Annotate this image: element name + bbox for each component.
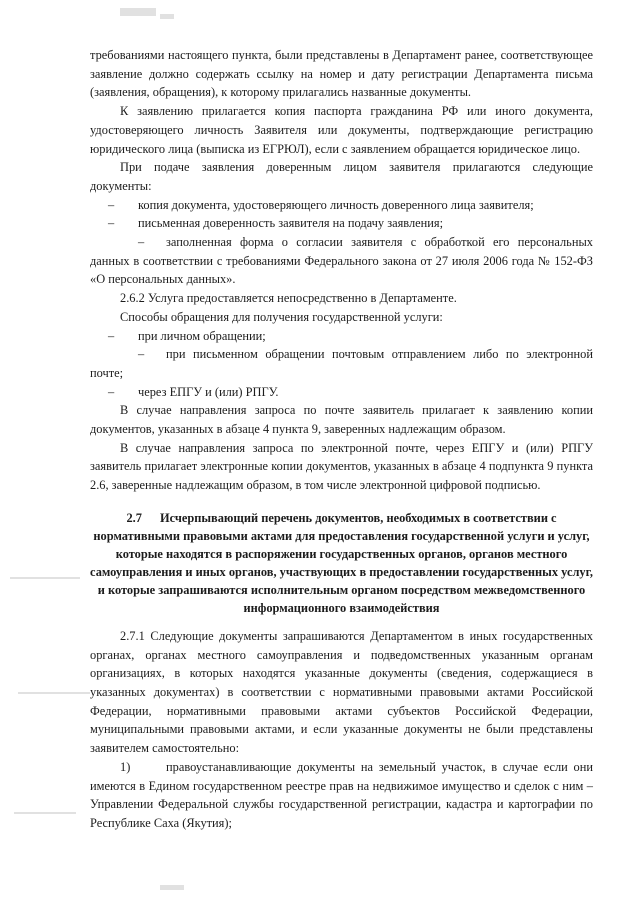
dash-marker: – [108,328,115,343]
scan-artifact-top [120,8,156,16]
list-item [90,383,593,402]
paragraph-email: В случае направления запроса по электронной почте, через ЕПГУ и (или) РПГУ заявитель прилагает электронные копии документов, указанных в абзаце 4 подпункта 9 пункта 2.6, заверенные надлежащим образом, в том числе электронной цифровой подписью. [90,440,593,493]
paragraph-mail: В случае направления запроса по почте заявитель прилагает к заявлению копии документов, указанных в абзаце 4 пункта 9, заверенных надлежащим образом. [90,403,593,437]
list-item-text: через ЕПГУ и (или) РПГУ. [138,384,279,399]
paragraph-continuation: требованиями настоящего пункта, были представлены в Департамент ранее, соответствующее заявление должно содержать ссылку на номер и дату регистрации Департамента письма (заявления, обращения), к которому прилагались названные документы. [90,48,593,100]
scan-artifact-bottom [160,885,184,890]
item-text: правоустанавливающие документы на земельный участок, в случае если они имеются в Едином государственном реестре прав на недвижимое имущество и сделок с ним – Управлении Федеральной службы государственной регистрации, кадастра и картографии по Республике Саха (Якутия); [90,759,593,830]
paragraph-2-7-1: 2.7.1 Следующие документы запрашиваются Департаментом в иных государственных органах, органах местного самоуправления и подведомственных указанным органам организациях, в которых находятся указанные документы (сведения, содержащиеся в указанных документах) в соответствии с нормативными правовыми актами Российской Федерации, нормативными правовыми актами субъектов Российской Федерации, муниципальными правовыми актами, и если указанные документы не были представлены заявителем самостоятельно: [90,628,593,756]
paragraph-methods: Способы обращения для получения государственной услуги: [120,309,443,324]
paragraph-passport: К заявлению прилагается копия паспорта гражданина РФ или иного документа, удостоверяющего личность Заявителя или документы, подтверждающие регистрацию юридического лица (выписка из ЕГРЮЛ), если с заявлением обращается юридическое лицо. [90,104,593,156]
dash-marker: – [108,216,115,231]
paragraph-2-6-2: 2.6.2 Услуга предоставляется непосредственно в Департаменте. [120,291,457,306]
section-heading [90,509,593,617]
list-item-text: при письменном обращении почтовым отправлением либо по электронной почте; [90,347,593,380]
item-number: 1) [120,759,131,774]
list-item [90,233,593,289]
scan-artifact-margin-3 [14,812,76,814]
section-title: Исчерпывающий перечень документов, необходимых в соответствии с нормативными правовыми актами для предоставления государственной услуги и услуг, которые находятся в распоряжении государственных органов, органов местного самоуправления и иных органов, участвующих в предоставлении государственных услуг, и которые запрашиваются исполнительным органом посредством межведомственного информационного взаимодействия [90,510,593,615]
paragraph-proxy: При подаче заявления доверенным лицом заявителя прилагаются следующие документы: [90,160,593,193]
dash-marker: – [108,384,115,399]
section-number: 2.7 [126,510,142,525]
list-item [90,214,593,233]
document-body [90,46,593,833]
numbered-item [90,758,593,833]
list-item [90,327,593,346]
dash-marker: – [138,347,145,362]
dash-marker: – [108,197,115,212]
list-item [90,196,593,215]
scan-artifact-top-right [160,14,174,19]
dash-marker: – [138,235,145,250]
list-item-text: копия документа, удостоверяющего личность доверенного лица заявителя; [138,197,534,212]
list-item [90,345,593,382]
scan-artifact-margin-2 [18,692,90,694]
list-item-text: письменная доверенность заявителя на подачу заявления; [138,216,444,231]
list-item-text: заполненная форма о согласии заявителя с обработкой его персональных данных в соответствии с требованиями Федерального закона от 27 июля 2006 года № 152-ФЗ «О персональных данных». [90,235,593,287]
scan-artifact-margin-1 [10,577,80,579]
list-item-text: при личном обращении; [138,328,266,343]
